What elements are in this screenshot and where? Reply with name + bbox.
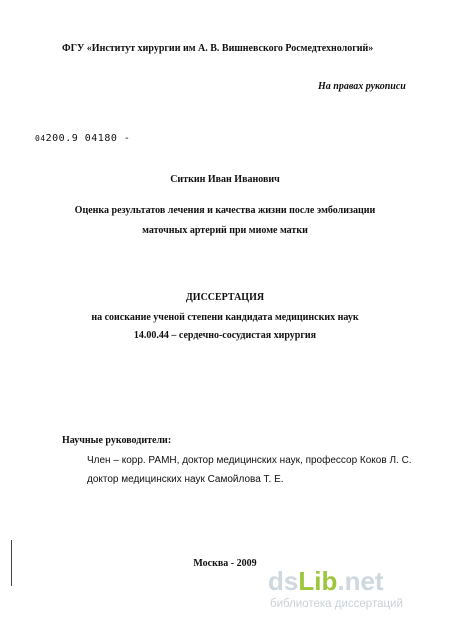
supervisor-item: доктор медицинских наук Самойлова Т. Е. [87, 474, 284, 485]
dslib-watermark [268, 566, 450, 618]
archive-number-prefix: 04 [35, 134, 46, 143]
rights-note: На правах рукописи [318, 81, 406, 92]
work-type: ДИССЕРТАЦИЯ [185, 292, 265, 303]
logo-net: .net [337, 566, 384, 596]
city-year: Москва - 2009 [193, 558, 257, 569]
degree-line: на соискание ученой степени кандидата медицинских наук [91, 312, 359, 323]
dslib-logo [268, 566, 384, 597]
archive-number [35, 133, 130, 144]
archive-number-value: 200.9 04180 [45, 133, 118, 144]
institution-heading: ФГУ «Институт хирургии им А. В. Вишневского Росмедтехнологий» [62, 43, 374, 54]
supervisor-item: Член – корр. РАМН, доктор медицинских наук, профессор Коков Л. С. [87, 455, 412, 466]
logo-ds: ds [268, 566, 299, 596]
specialty-line: 14.00.44 – сердечно-сосудистая хирургия [133, 330, 317, 341]
thesis-title-line-1: Оценка результатов лечения и качества жизни после эмболизации [74, 205, 376, 216]
dslib-tagline: библиотека диссертаций [270, 598, 403, 610]
archive-number-mark: - [123, 133, 131, 144]
supervisors-label: Научные руководители: [62, 435, 172, 446]
author-name: Ситкин Иван Иванович [170, 174, 280, 185]
logo-lib: Lib [298, 566, 338, 596]
thesis-title-line-2: маточных артерий при миоме матки [142, 225, 308, 236]
